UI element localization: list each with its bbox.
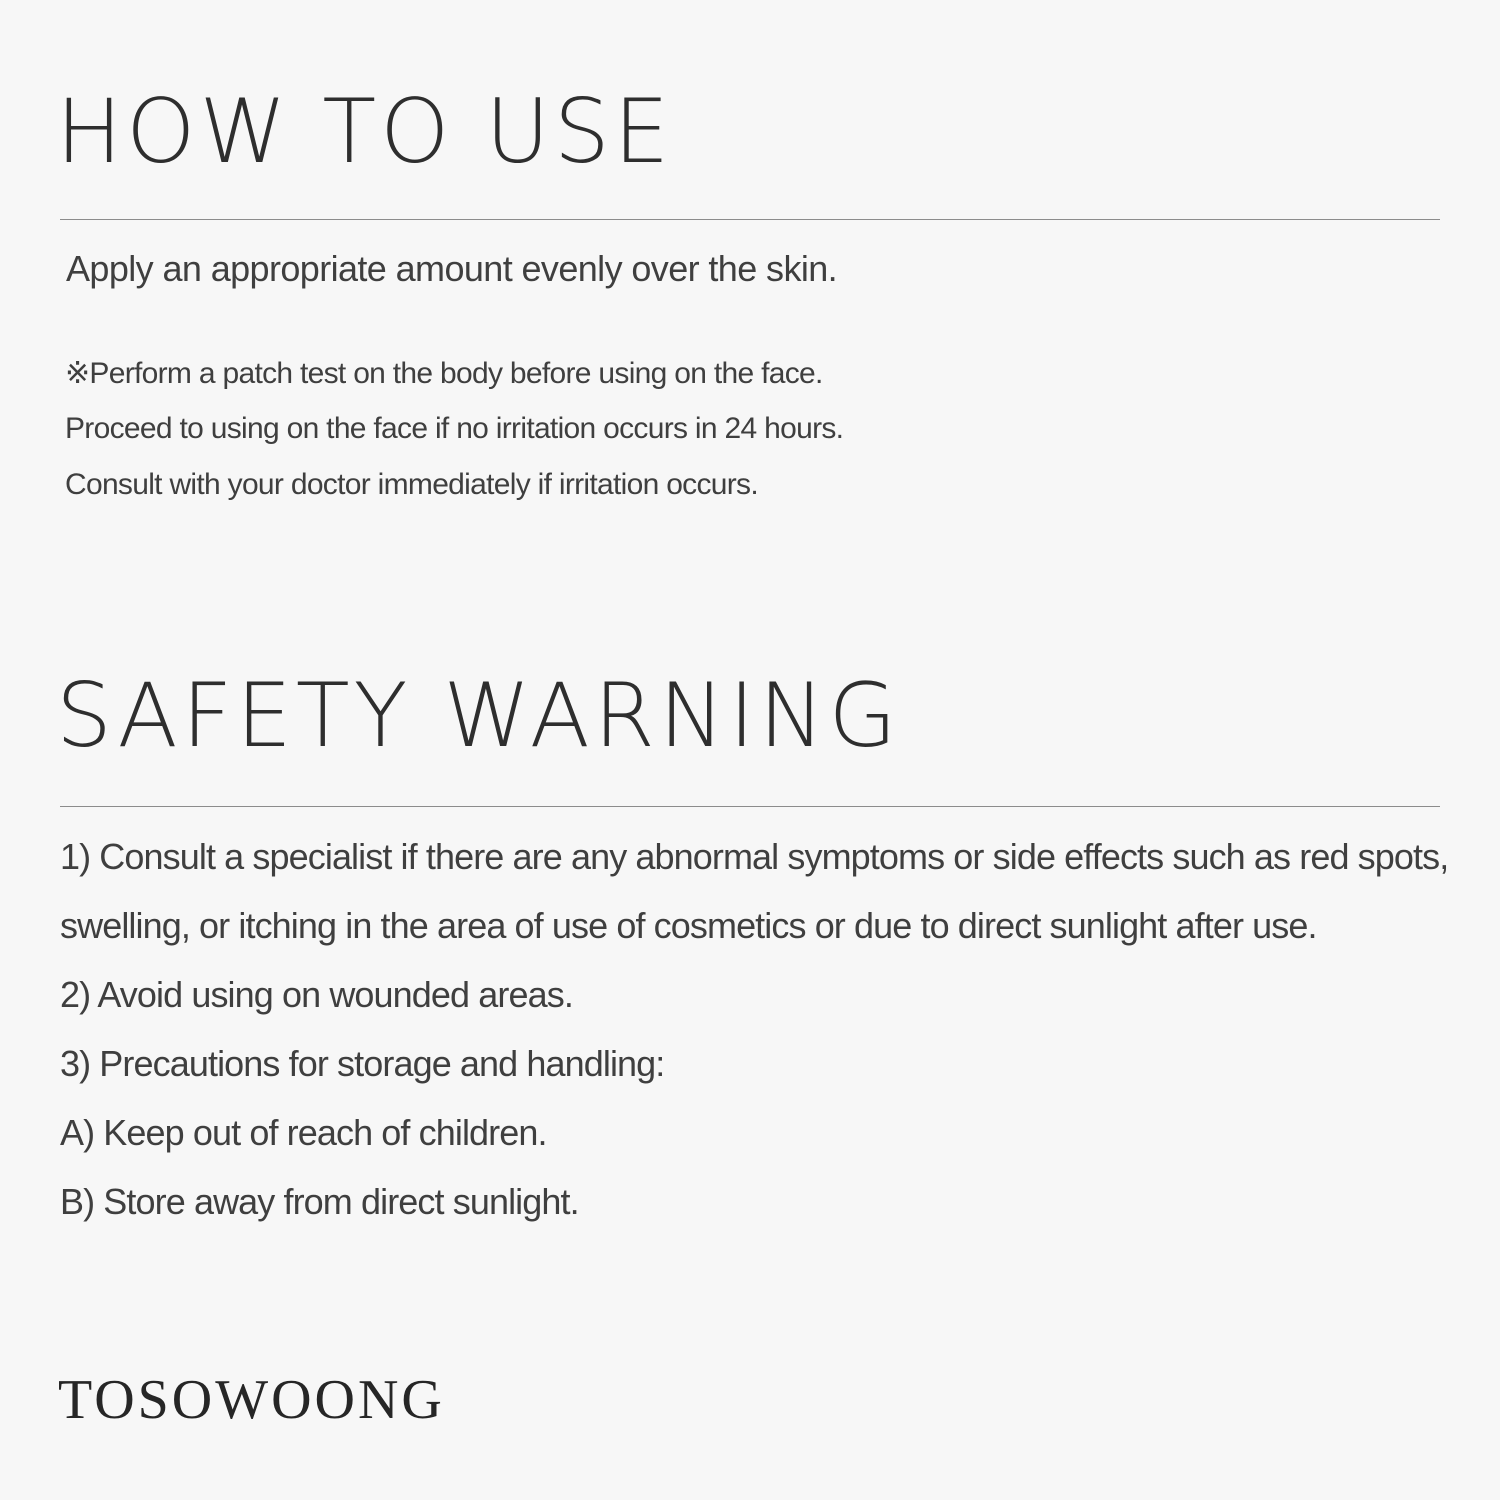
warning-line: B) Store away from direct sunlight. [60,1181,579,1222]
patch-test-note: ※Perform a patch test on the body before using on the face. [65,357,823,390]
warning-line: A) Keep out of reach of children. [60,1112,547,1153]
warning-line: 2) Avoid using on wounded areas. [60,974,573,1015]
proceed-note: Proceed to using on the face if no irritation occurs in 24 hours. [65,412,844,445]
how-to-use-heading: HOW TO USE [56,80,674,183]
consult-doctor-note: Consult with your doctor immediately if irritation occurs. [65,468,758,501]
warning-line: 1) Consult a specialist if there are any abnormal symptoms or side effects such as red spots, [60,836,1449,877]
safety-warning-divider [60,806,1440,807]
warning-line: swelling, or itching in the area of use of cosmetics or due to direct sunlight after use. [60,905,1317,946]
safety-warning-heading: SAFETY WARNING [56,664,901,767]
how-to-use-intro: Apply an appropriate amount evenly over the skin. [66,248,838,289]
brand-logo: TOSOWOONG [58,1369,445,1431]
warning-line: 3) Precautions for storage and handling: [60,1043,665,1084]
how-to-use-divider [60,219,1440,220]
